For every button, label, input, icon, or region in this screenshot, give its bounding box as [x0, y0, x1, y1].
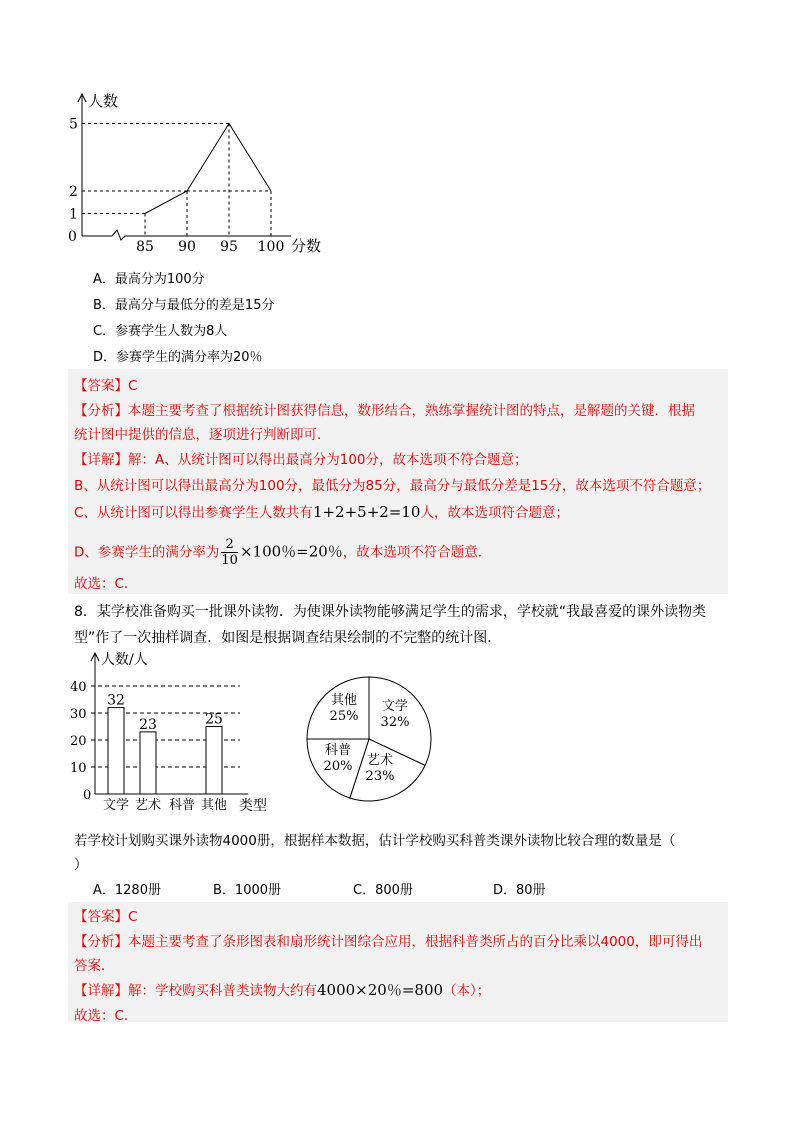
q8-option-a: A．1280册 — [93, 883, 161, 898]
origin-label: 0 — [68, 229, 77, 245]
y-tick-label: 1 — [69, 206, 78, 223]
q8-option-b: B．1000册 — [213, 883, 282, 898]
q8-answer-block — [68, 902, 728, 1022]
x-tick-label: 艺术 — [134, 798, 162, 813]
q8-option-d: D．80册 — [493, 883, 546, 898]
reading-pie-chart — [300, 672, 440, 807]
detail-d-formula: ×100％=20％ — [239, 542, 343, 561]
detail-formula: 4000×20％=800 — [317, 981, 444, 999]
analysis-text: 本题主要考查了根据统计图获得信息，数形结合，熟练掌握统计图的特点，是解题的关键．根据 — [128, 403, 695, 419]
q7-detail-d — [74, 537, 491, 568]
detail-tag: 【详解】 — [74, 983, 128, 999]
slice-percent-label: 23% — [365, 769, 395, 784]
detail-d-pre: D、参赛学生的满分率为 — [74, 544, 220, 561]
q8-stem-l2: 型”作了一次抽样调查．如图是根据调查结果绘制的不完整的统计图． — [74, 630, 502, 646]
bar-value-label: 25 — [205, 711, 223, 728]
slice-label: 艺术 — [366, 753, 394, 768]
q8-detail — [74, 979, 490, 1000]
score-series-line — [145, 124, 271, 214]
q7-detail-c — [74, 501, 569, 521]
pie-slice — [307, 677, 369, 739]
detail-c-post: 人，故本选项符合题意； — [420, 505, 569, 521]
y-tick-label: 30 — [70, 707, 87, 722]
q7-detail-b: B、从统计图可以得出最高分为100分，最低分为85分，最高分与最低分差是15分，故本选项不符合题意； — [74, 478, 711, 494]
y-tick-label: 10 — [70, 761, 87, 776]
q7-option-b: B．最高分与最低分的差是15分 — [93, 298, 275, 313]
x-tick-label: 85 — [136, 239, 154, 255]
x-axis-label: 分数 — [291, 237, 322, 255]
q7-option-c: C．参赛学生人数为8人 — [93, 324, 228, 339]
analysis-tag: 【分析】 — [74, 403, 128, 419]
q8-stem-l1: 8．某学校准备购买一批课外读物．为使课外读物能够满足学生的需求，学校就“我最喜爱的课外读物类 — [74, 604, 707, 620]
q7-conclusion: 故选：C． — [74, 576, 138, 592]
q7-analysis-l1 — [74, 399, 695, 419]
detail-d-post: ，故本选项不符合题意． — [342, 544, 492, 561]
answer-tag: 【答案】 — [74, 909, 128, 925]
answer-value: C — [128, 909, 138, 925]
fraction — [221, 537, 238, 568]
q7-answer — [74, 374, 137, 394]
bar — [108, 708, 124, 794]
analysis-tag: 【分析】 — [74, 934, 128, 950]
y-axis-label: 人数 — [88, 92, 119, 110]
detail-text: 解：A、从统计图可以得出最高分为100分，故本选项不符合题意； — [128, 452, 528, 468]
x-tick-label: 其他 — [200, 798, 228, 813]
analysis-text: 本题主要考查了条形图表和扇形统计图综合应用，根据科普类所占的百分比乘以4000，即可得出 — [128, 934, 703, 950]
bar — [206, 727, 222, 795]
x-tick-label: 科普 — [168, 798, 196, 813]
y-tick-label: 20 — [70, 734, 87, 749]
slice-label: 文学 — [381, 699, 409, 714]
origin-label: 0 — [83, 788, 92, 803]
q7-analysis-l2: 统计图中提供的信息，逐项进行判断即可． — [74, 427, 331, 443]
q8-question-l2: ） — [74, 857, 88, 873]
x-tick-label: 95 — [220, 239, 238, 255]
q8-analysis-l1 — [74, 930, 702, 950]
q8-answer — [74, 905, 137, 925]
detail-post: （本）； — [443, 983, 491, 999]
y-tick-label: 2 — [69, 184, 78, 200]
q8-conclusion: 故选：C． — [74, 1008, 138, 1024]
slice-label: 科普 — [324, 743, 352, 758]
q8-option-c: C．800册 — [353, 883, 413, 898]
q8-analysis-l2: 答案． — [74, 958, 115, 974]
q7-detail-a — [74, 448, 528, 468]
x-tick-label: 100 — [257, 239, 285, 255]
slice-label: 其他 — [330, 693, 358, 708]
detail-tag: 【详解】 — [74, 452, 128, 468]
detail-pre: 解：学校购买科普类读物大约有 — [128, 983, 317, 999]
x-tick-label: 文学 — [102, 798, 130, 813]
answer-tag: 【答案】 — [74, 378, 128, 394]
answer-value: C — [128, 378, 138, 394]
q7-option-a: A．最高分为100分 — [93, 272, 205, 287]
q7-option-d: D．参赛学生的满分率为20％ — [93, 350, 263, 365]
q8-question-l1: 若学校计划购买课外读物4000册，根据样本数据，估计学校购买科普类课外读物比较合理的数量是（ — [74, 833, 676, 849]
slice-percent-label: 32% — [380, 715, 410, 730]
detail-c-formula: 1+2+5+2=10 — [312, 503, 421, 521]
bar-value-label: 32 — [107, 692, 125, 709]
detail-c-pre: C、从统计图可以得出参赛学生人数共有 — [74, 505, 313, 521]
fraction-denominator: 10 — [221, 553, 238, 568]
score-line-chart — [60, 88, 360, 263]
fraction-numerator: 2 — [221, 537, 238, 553]
slice-percent-label: 20% — [323, 759, 353, 774]
y-axis-label: 人数/人 — [101, 652, 148, 668]
bar — [140, 732, 156, 794]
slice-percent-label: 25% — [329, 709, 359, 724]
bar-value-label: 23 — [139, 716, 157, 733]
y-tick-label: 40 — [70, 680, 87, 695]
y-tick-label: 5 — [69, 116, 78, 133]
reading-bar-chart — [68, 648, 298, 818]
x-axis-label: 类型 — [239, 798, 267, 814]
x-tick-label: 90 — [178, 239, 196, 255]
